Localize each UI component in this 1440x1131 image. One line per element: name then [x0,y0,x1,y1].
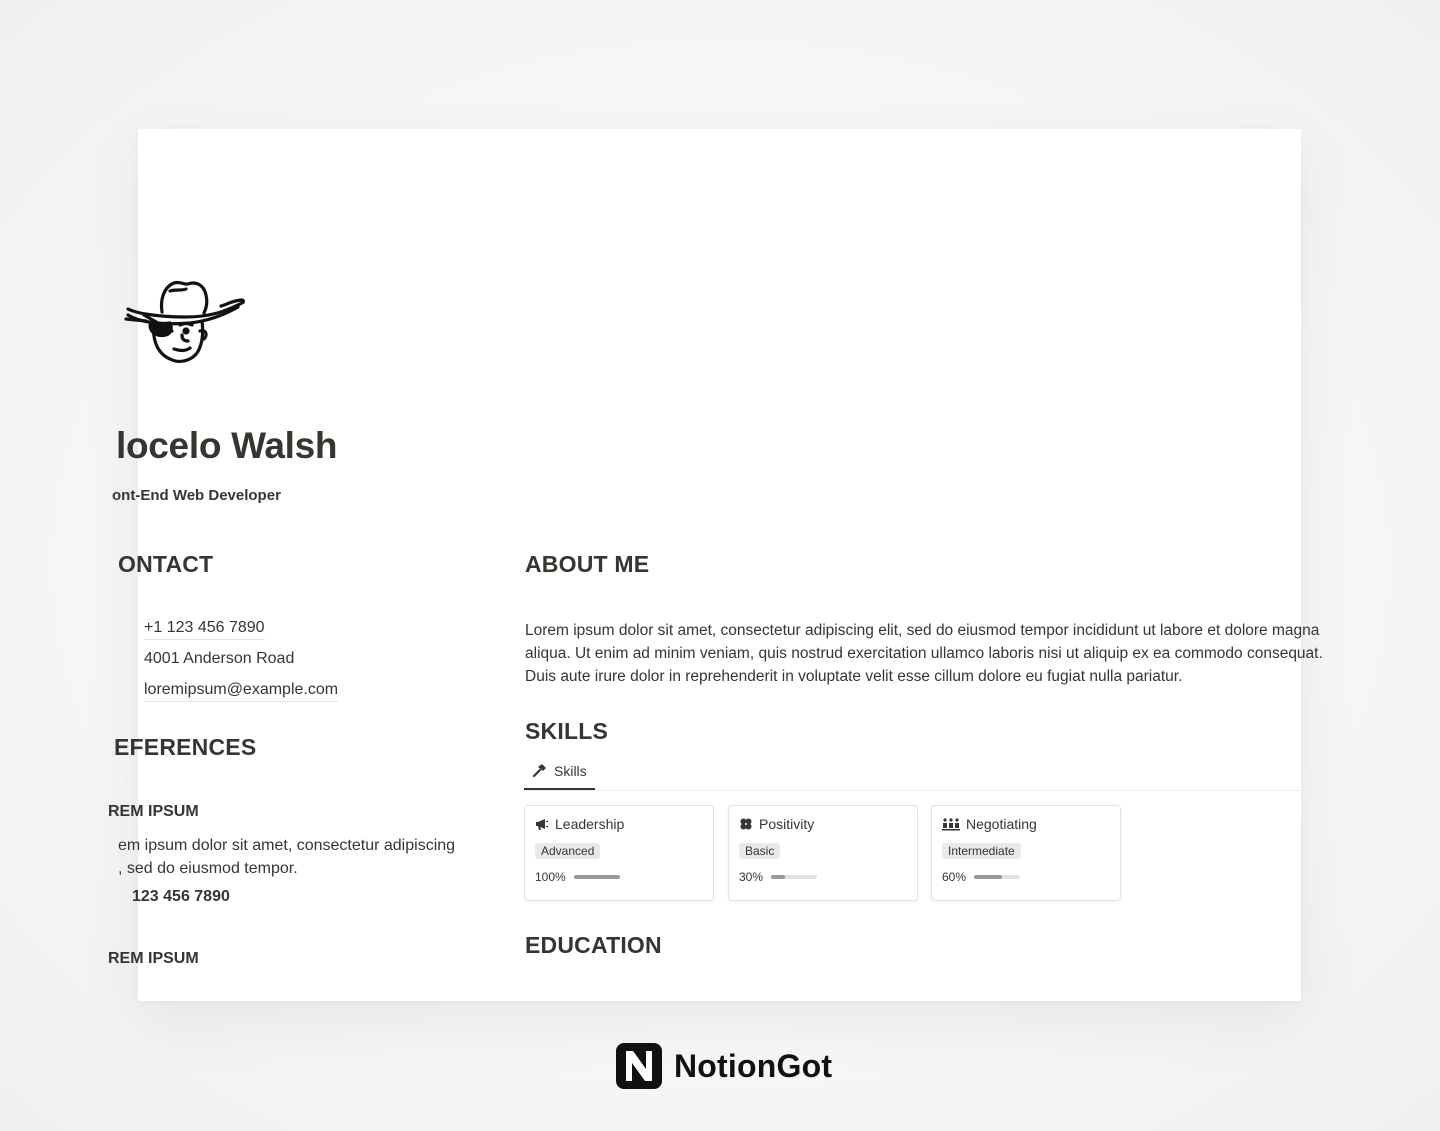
progress-fill [974,875,1002,879]
progress-track [974,875,1020,879]
skill-name: Negotiating [966,816,1037,832]
tab-label: Skills [554,762,587,779]
cowboy-avatar-icon [126,279,246,365]
contact-address: 4001 Anderson Road [144,650,295,667]
notiongot-logo-icon [616,1043,662,1089]
skill-title [942,816,1037,832]
megaphone-icon [535,817,549,831]
clover-icon [739,817,753,831]
reference-text-line: em ipsum dolor sit amet, consectetur adipiscing [118,837,456,854]
about-heading: ABOUT ME [525,551,650,577]
progress-track [771,875,817,879]
skill-level-tag: Basic [739,843,780,859]
education-heading: EDUCATION [525,932,662,958]
skills-view-tabs [524,753,1324,791]
references-heading: EFERENCES [114,734,257,760]
reference-name: REM IPSUM [108,803,199,820]
progress-track [574,875,620,879]
skill-percent: 60% [942,870,967,884]
skills-heading: SKILLS [525,718,608,744]
reference-name: REM IPSUM [108,950,199,967]
reference-phone: 123 456 7890 [132,888,230,905]
reference-text-line: , sed do eiusmod tempor. [118,860,298,877]
skill-name: Leadership [555,816,625,832]
skill-progress [535,870,620,884]
skill-level-tag: Intermediate [942,843,1021,859]
hammer-icon [532,763,548,779]
skill-name: Positivity [759,816,815,832]
contact-heading: ONTACT [118,551,214,577]
tab-skills[interactable] [524,753,595,790]
skill-card[interactable] [524,805,714,901]
skill-progress [739,870,817,884]
brand-name: NotionGot [674,1047,833,1084]
skill-progress [942,870,1020,884]
contact-phone-link[interactable]: +1 123 456 7890 [144,619,265,640]
skill-percent: 30% [739,870,764,884]
about-text: Lorem ipsum dolor sit amet, consectetur adipiscing elit, sed do eiusmod tempor incididunt ut labore et dolore magna aliqua. Ut enim ad minim veniam, quis nostrud exercitation ullamco laboris nisi ut aliquip ex ea commodo consequat. Duis aute irure dolor in reprehenderit in voluptate velit esse cillum dolore eu fugiat nulla pariatur. [525,622,1323,685]
progress-fill [574,875,620,879]
reference-text [118,834,478,880]
skill-card[interactable] [931,805,1121,901]
contact-email-link[interactable]: loremipsum@example.com [144,681,338,702]
resume-page [108,129,1323,1001]
skill-level-tag: Advanced [535,843,600,859]
people-icon [942,817,960,831]
skill-card[interactable] [728,805,918,901]
profile-name: locelo Walsh [116,425,338,466]
skill-title [535,816,624,832]
skill-title [739,816,814,832]
skill-percent: 100% [535,870,566,884]
brand-footer [616,1043,832,1089]
profile-role: ont-End Web Developer [112,487,281,504]
progress-fill [771,875,785,879]
